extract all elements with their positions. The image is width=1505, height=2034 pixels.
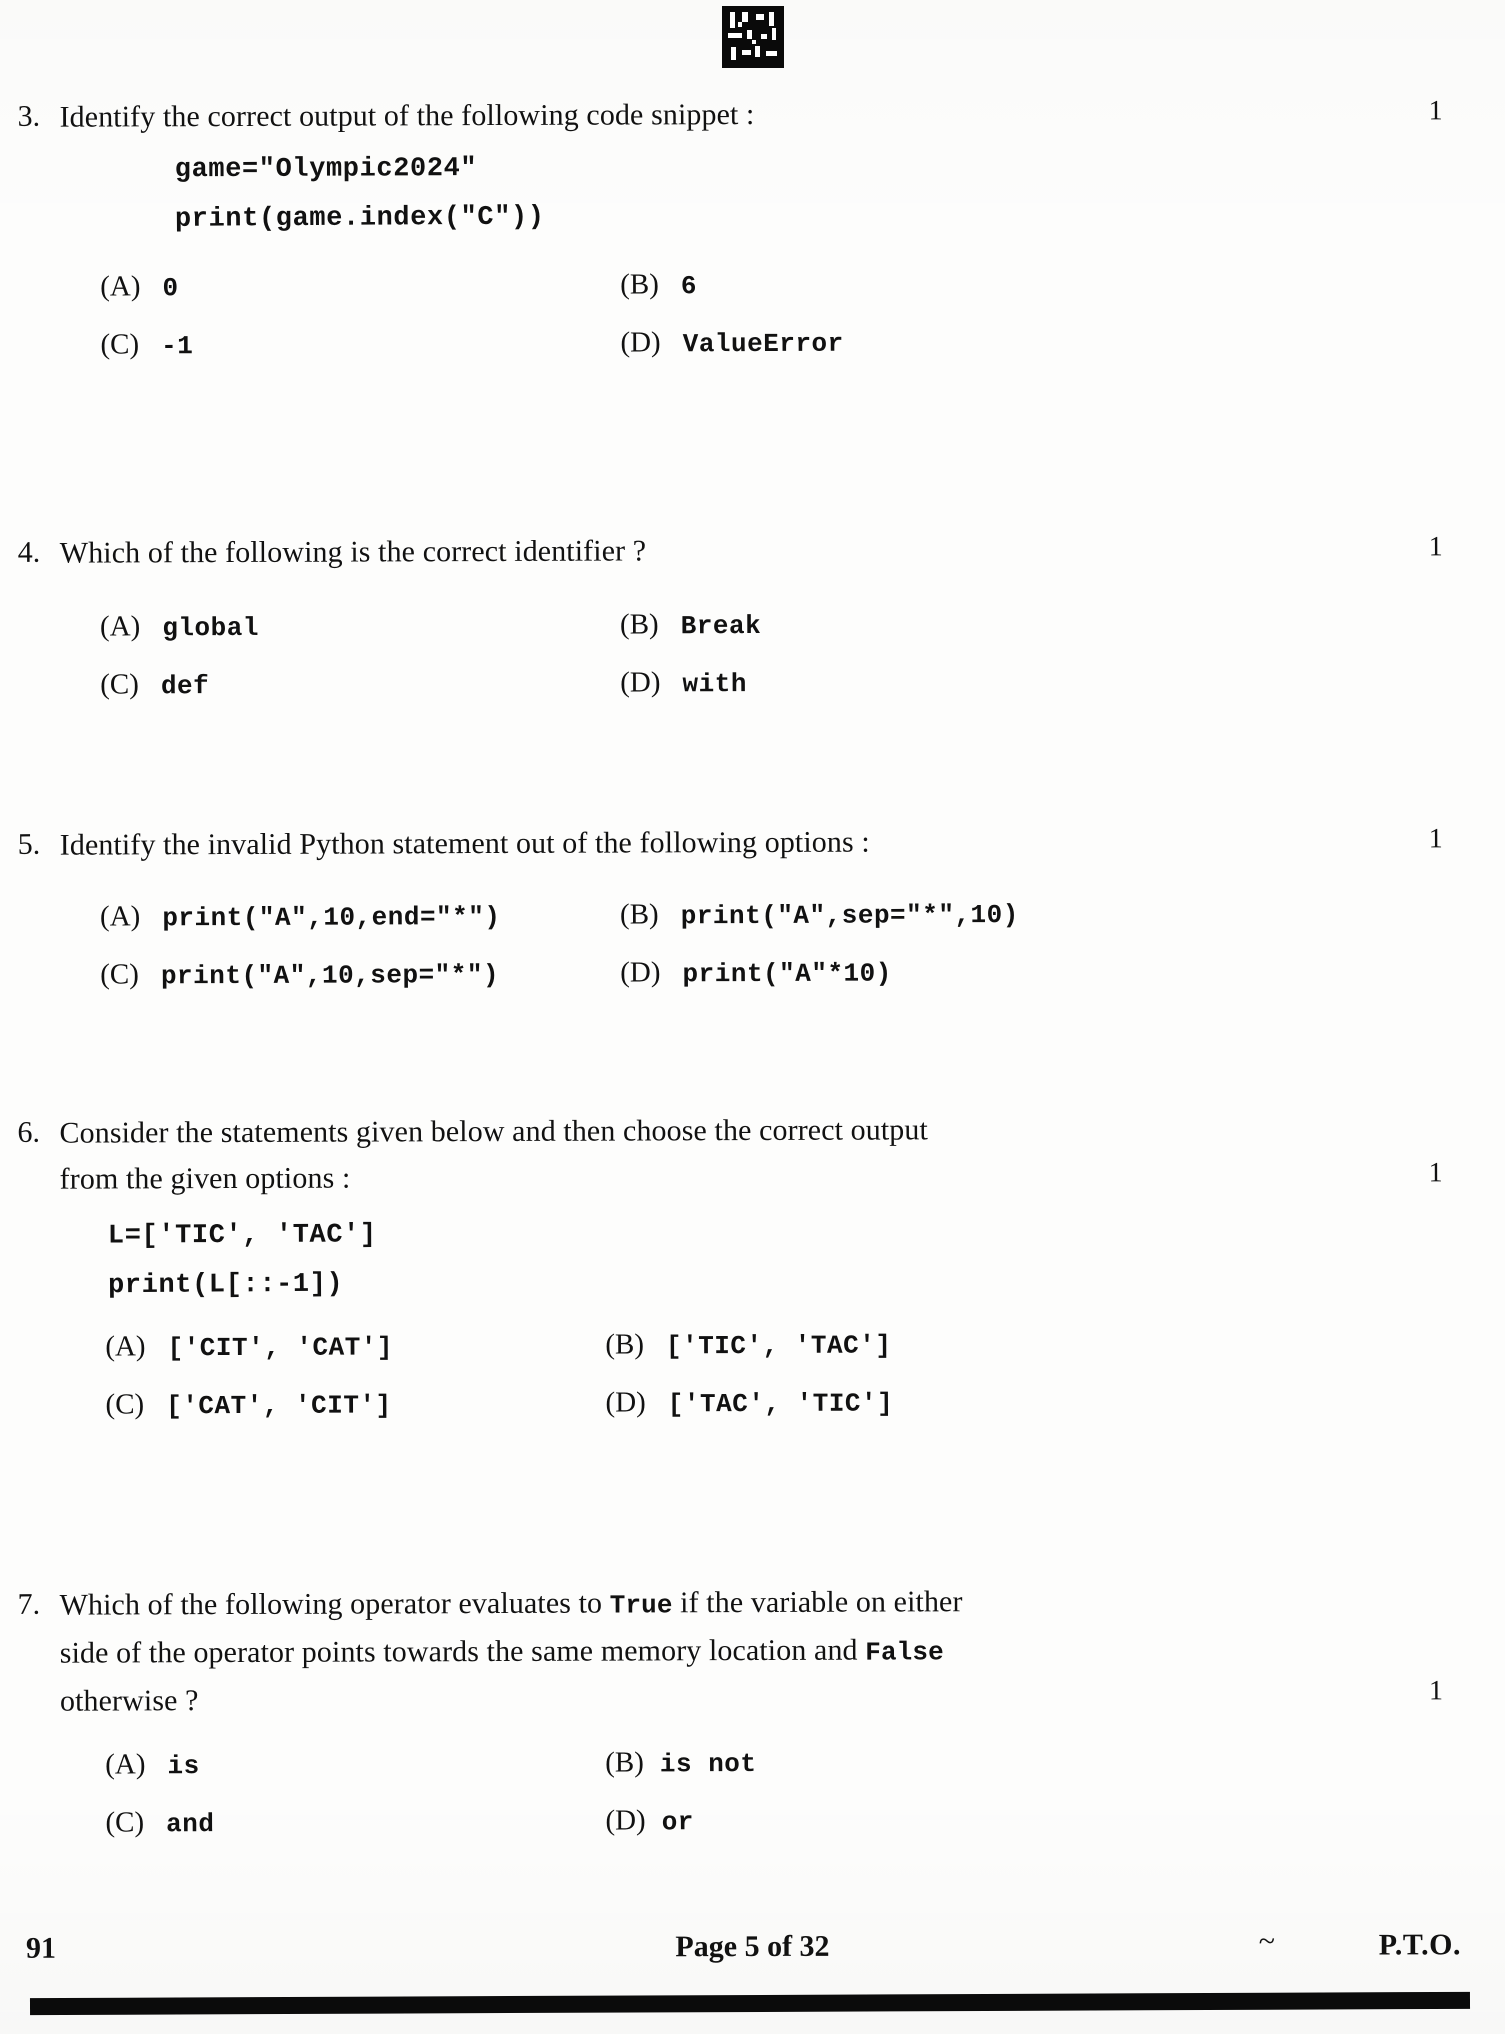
question-5-options — [0, 883, 1505, 1005]
question-5-text: Identify the invalid Python statement out of the following options : — [59, 825, 870, 862]
option-c-label: (C) — [100, 328, 140, 361]
option-c-value: -1 — [161, 331, 194, 362]
datamatrix-code-icon — [722, 6, 784, 68]
question-7-text-line-2 — [60, 1625, 1495, 1679]
option-a-value: is — [167, 1751, 200, 1782]
option-b-value: Break — [680, 610, 762, 642]
code-line: print(game.index("C")) — [174, 202, 545, 235]
option-c-value: def — [160, 671, 210, 702]
option-d-value: ['TAC', 'TIC'] — [667, 1388, 894, 1420]
option-d-label: (D) — [605, 1386, 646, 1419]
option-b-value: print("A",sep="*",10) — [680, 899, 1019, 932]
option-a[interactable] — [0, 1735, 605, 1795]
header-code-container — [0, 6, 1505, 73]
option-c[interactable] — [0, 1793, 605, 1853]
q7-line2-part-a: side of the operator points towards the same memory location and — [59, 1633, 866, 1670]
question-5 — [0, 817, 1505, 1005]
option-a-label: (A) — [99, 610, 141, 643]
option-a-value: ['CIT', 'CAT'] — [167, 1332, 394, 1364]
option-b-value: ['TIC', 'TAC'] — [665, 1330, 892, 1362]
question-7 — [0, 1577, 1505, 1853]
question-3 — [0, 89, 1505, 375]
option-c-label: (C) — [105, 1806, 145, 1839]
option-d-value: or — [661, 1807, 694, 1838]
option-c-value: print("A",10,sep="*") — [160, 959, 500, 992]
question-6-text-line-1: Consider the statements given below and then choose the correct output — [59, 1113, 928, 1150]
option-b[interactable] — [620, 885, 1019, 945]
option-c-label: (C) — [100, 958, 139, 991]
option-a[interactable] — [0, 257, 620, 317]
option-c-value: and — [166, 1809, 215, 1840]
option-row — [0, 941, 1505, 1005]
question-6-options — [0, 1313, 1505, 1435]
option-b-label: (B) — [620, 268, 659, 301]
option-b-label: (B) — [605, 1746, 644, 1779]
question-5-number: 5. — [17, 827, 41, 861]
question-6-number: 6. — [17, 1115, 41, 1149]
option-d[interactable] — [620, 943, 892, 1002]
question-6-code-block — [0, 1207, 1505, 1309]
option-b-label: (B) — [619, 608, 659, 641]
option-a[interactable] — [0, 597, 620, 657]
paper-code: 91 — [25, 1931, 57, 1965]
option-d[interactable] — [620, 654, 747, 712]
option-row — [0, 1313, 1505, 1377]
option-row — [0, 1371, 1505, 1435]
q7-true-keyword: True — [609, 1590, 673, 1621]
option-d-value: with — [682, 669, 747, 700]
question-6 — [0, 1105, 1505, 1435]
question-4-number: 4. — [17, 535, 41, 569]
code-line: game="Olympic2024" — [174, 154, 478, 186]
option-row — [0, 593, 1505, 657]
question-5-header — [0, 817, 1505, 869]
option-b[interactable] — [605, 1734, 757, 1793]
question-3-header — [0, 89, 1505, 141]
option-row — [0, 1789, 1505, 1853]
option-a-value: print("A",10,end="*") — [162, 901, 501, 934]
question-7-marks: 1 — [1428, 1675, 1443, 1707]
option-a-value: 0 — [162, 273, 179, 304]
option-a[interactable] — [0, 887, 620, 947]
option-d-value: print("A"*10) — [682, 958, 892, 990]
option-row — [0, 253, 1505, 317]
option-d-label: (D) — [620, 956, 661, 989]
question-7-text — [59, 1577, 1505, 1725]
question-6-text-line-2: from the given options : — [59, 1161, 351, 1196]
question-4-text: Which of the following is the correct identifier ? — [59, 534, 647, 570]
option-c[interactable] — [0, 315, 620, 375]
question-7-text-line-1 — [59, 1577, 1494, 1631]
option-b-label: (B) — [605, 1328, 645, 1361]
option-c[interactable] — [0, 945, 620, 1005]
option-d-label: (D) — [605, 1804, 646, 1837]
question-3-options — [0, 253, 1505, 375]
option-d[interactable] — [620, 314, 844, 373]
tilde-mark: ~ — [1258, 1924, 1276, 1958]
question-4-marks: 1 — [1428, 531, 1443, 563]
option-b-label: (B) — [619, 898, 659, 931]
question-4 — [0, 525, 1505, 715]
option-b[interactable] — [605, 1315, 891, 1374]
question-6-text — [59, 1105, 1504, 1203]
option-a-label: (A) — [99, 900, 141, 933]
option-a-label: (A) — [105, 1748, 146, 1781]
option-row — [0, 1731, 1505, 1795]
question-7-number: 7. — [17, 1587, 41, 1621]
option-a-value: global — [162, 612, 259, 644]
question-7-options — [0, 1731, 1505, 1853]
question-3-number: 3. — [17, 99, 41, 133]
option-c[interactable] — [0, 655, 620, 715]
option-b[interactable] — [620, 256, 697, 314]
option-a[interactable] — [0, 1317, 605, 1377]
pto-label: P.T.O. — [1378, 1928, 1462, 1962]
option-row — [0, 883, 1505, 947]
q7-line1-part-a: Which of the following operator evaluates to — [59, 1586, 610, 1622]
option-a-label: (A) — [100, 270, 141, 303]
question-3-text: Identify the correct output of the following code snippet : — [59, 97, 755, 134]
option-row — [0, 311, 1505, 375]
option-b-value: is not — [659, 1748, 757, 1780]
code-line: print(L[::-1]) — [107, 1269, 344, 1302]
option-c-label: (C) — [100, 668, 139, 701]
option-b[interactable] — [620, 596, 761, 655]
option-d[interactable] — [605, 1373, 893, 1432]
option-a-label: (A) — [105, 1330, 146, 1363]
option-row — [0, 651, 1505, 715]
option-d-label: (D) — [620, 666, 661, 699]
question-6-header — [0, 1105, 1505, 1203]
page-number-label: Page 5 of 32 — [675, 1929, 830, 1964]
question-7-text-line-3: otherwise ? — [59, 1684, 199, 1718]
q7-line1-part-b: if the variable on either — [672, 1585, 963, 1620]
question-4-options — [0, 593, 1505, 715]
option-c-value: ['CAT', 'CIT'] — [166, 1390, 392, 1422]
question-3-marks: 1 — [1428, 95, 1443, 127]
q7-false-keyword: False — [865, 1637, 944, 1668]
page-footer — [0, 1924, 1505, 1978]
bottom-black-bar — [30, 1992, 1470, 2015]
question-5-marks: 1 — [1428, 823, 1443, 855]
option-c-label: (C) — [105, 1388, 145, 1421]
option-d[interactable] — [605, 1792, 694, 1850]
option-b-value: 6 — [680, 271, 698, 302]
code-line: L=['TIC', 'TAC'] — [107, 1220, 377, 1252]
question-7-header — [0, 1577, 1505, 1725]
question-6-marks: 1 — [1428, 1157, 1443, 1189]
option-d-value: ValueError — [682, 328, 844, 360]
option-c[interactable] — [0, 1375, 605, 1435]
question-3-code-block — [0, 141, 1505, 243]
question-4-header — [0, 525, 1505, 577]
option-d-label: (D) — [620, 326, 661, 359]
